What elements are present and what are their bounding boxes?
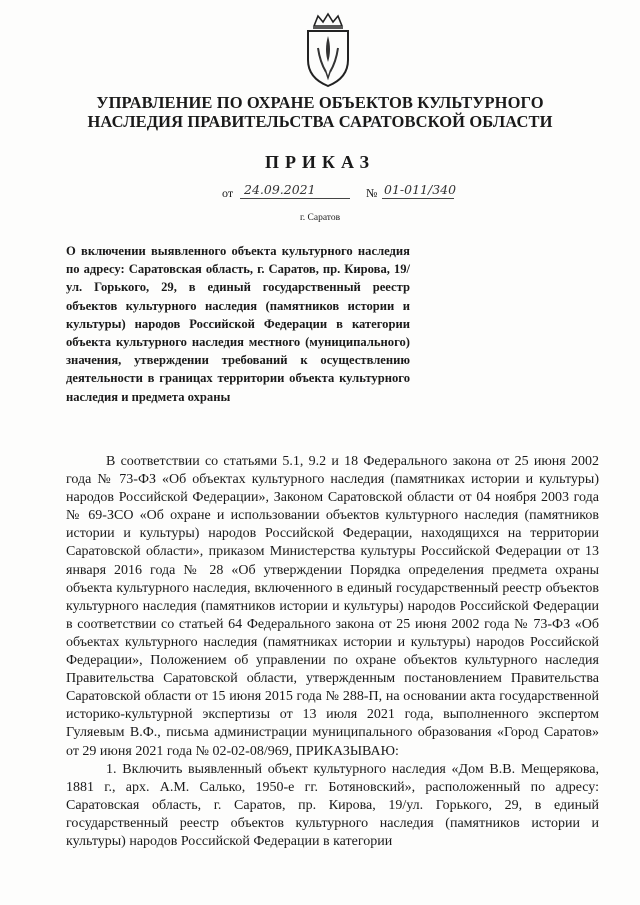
organization-title-line2: НАСЛЕДИЯ ПРАВИТЕЛЬСТВА САРАТОВСКОЙ ОБЛАСТИ (87, 112, 553, 131)
order-date-number (222, 180, 522, 202)
number-value: 01-011/340 (384, 182, 457, 197)
item-1-paragraph: 1. Включить выявленный объект культурного наследия «Дом В.В. Мещерякова, 1881 г., арх. А.М. Салько, 1950-е гг. Ботяновский», расположенный по адресу: Саратовская область, г. Саратов, пр. Кирова, 19/ул. Горького, 29, в единый государственный реестр объектов культурного наследия (памятников истории и культуры) народов Российской Федерации в категории (66, 761, 599, 849)
order-body (66, 453, 599, 851)
order-subject: О включении выявленного объекта культурного наследия по адресу: Саратовская область, г. Саратов, пр. Кирова, 19/ул. Горького, 29, в единый государственный реестр объектов культурного наследия (памятников истории и культуры) народов Российской Федерации в категории объекта культурного наследия местного (муниципального) значения, утверждении требований к осуществлению деятельности в границах территории объекта культурного наследия и предмета охраны (66, 244, 410, 404)
city-label: г. Саратов (299, 213, 341, 223)
preamble-paragraph: В соответствии со статьями 5.1, 9.2 и 18 Федерального закона от 25 июня 2002 года № 73-ФЗ «Об объектах культурного наследия (памятниках истории и культуры) народов Российской Федерации», Законом Саратовской области от 04 ноября 2003 года № 69-ЗСО «Об охране и использовании объектов культурного наследия (памятников истории и культуры) народов Российской Федерации, находящихся на территории Саратовской области», приказом Министерства культуры Российской Федерации от 13 января 2016 года № 28 «Об утверждении Порядка определения предмета охраны объекта культурного наследия, включенного в единый государственный реестр объектов культурного наследия (памятников истории и культуры) народов Российской Федерации в соответствии со статьей 64 Федерального закона от 25 июня 2002 года № 73-ФЗ «Об объектах культурного наследия (памятниках истории и культуры) народов Российской Федерации», Положением об управлении по охране объектов культурного наследия Правительства Саратовской области, утвержденным постановлением Правительства Саратовской области от 15 июня 2015 года № 288-П, на основании акта государственной историко-культурной экспертизы от 13 июля 2021 года, выполненного экспертом Гуляевым В.Ф., письма администрации муниципального образования «Город Саратов» от 29 июня 2021 года № 02-02-08/969, ПРИКАЗЫВАЮ: (66, 454, 599, 759)
coat-of-arms-icon (302, 12, 354, 88)
date-value: 24.09.2021 (244, 182, 316, 197)
number-underline (382, 198, 454, 199)
organization-title (40, 93, 600, 131)
document-type: ПРИКАЗ (264, 152, 376, 172)
date-underline (240, 198, 350, 199)
organization-title-line1: УПРАВЛЕНИЕ ПО ОХРАНЕ ОБЪЕКТОВ КУЛЬТУРНОГО (96, 93, 544, 112)
number-label: № (366, 186, 378, 200)
date-label: от (222, 186, 234, 200)
